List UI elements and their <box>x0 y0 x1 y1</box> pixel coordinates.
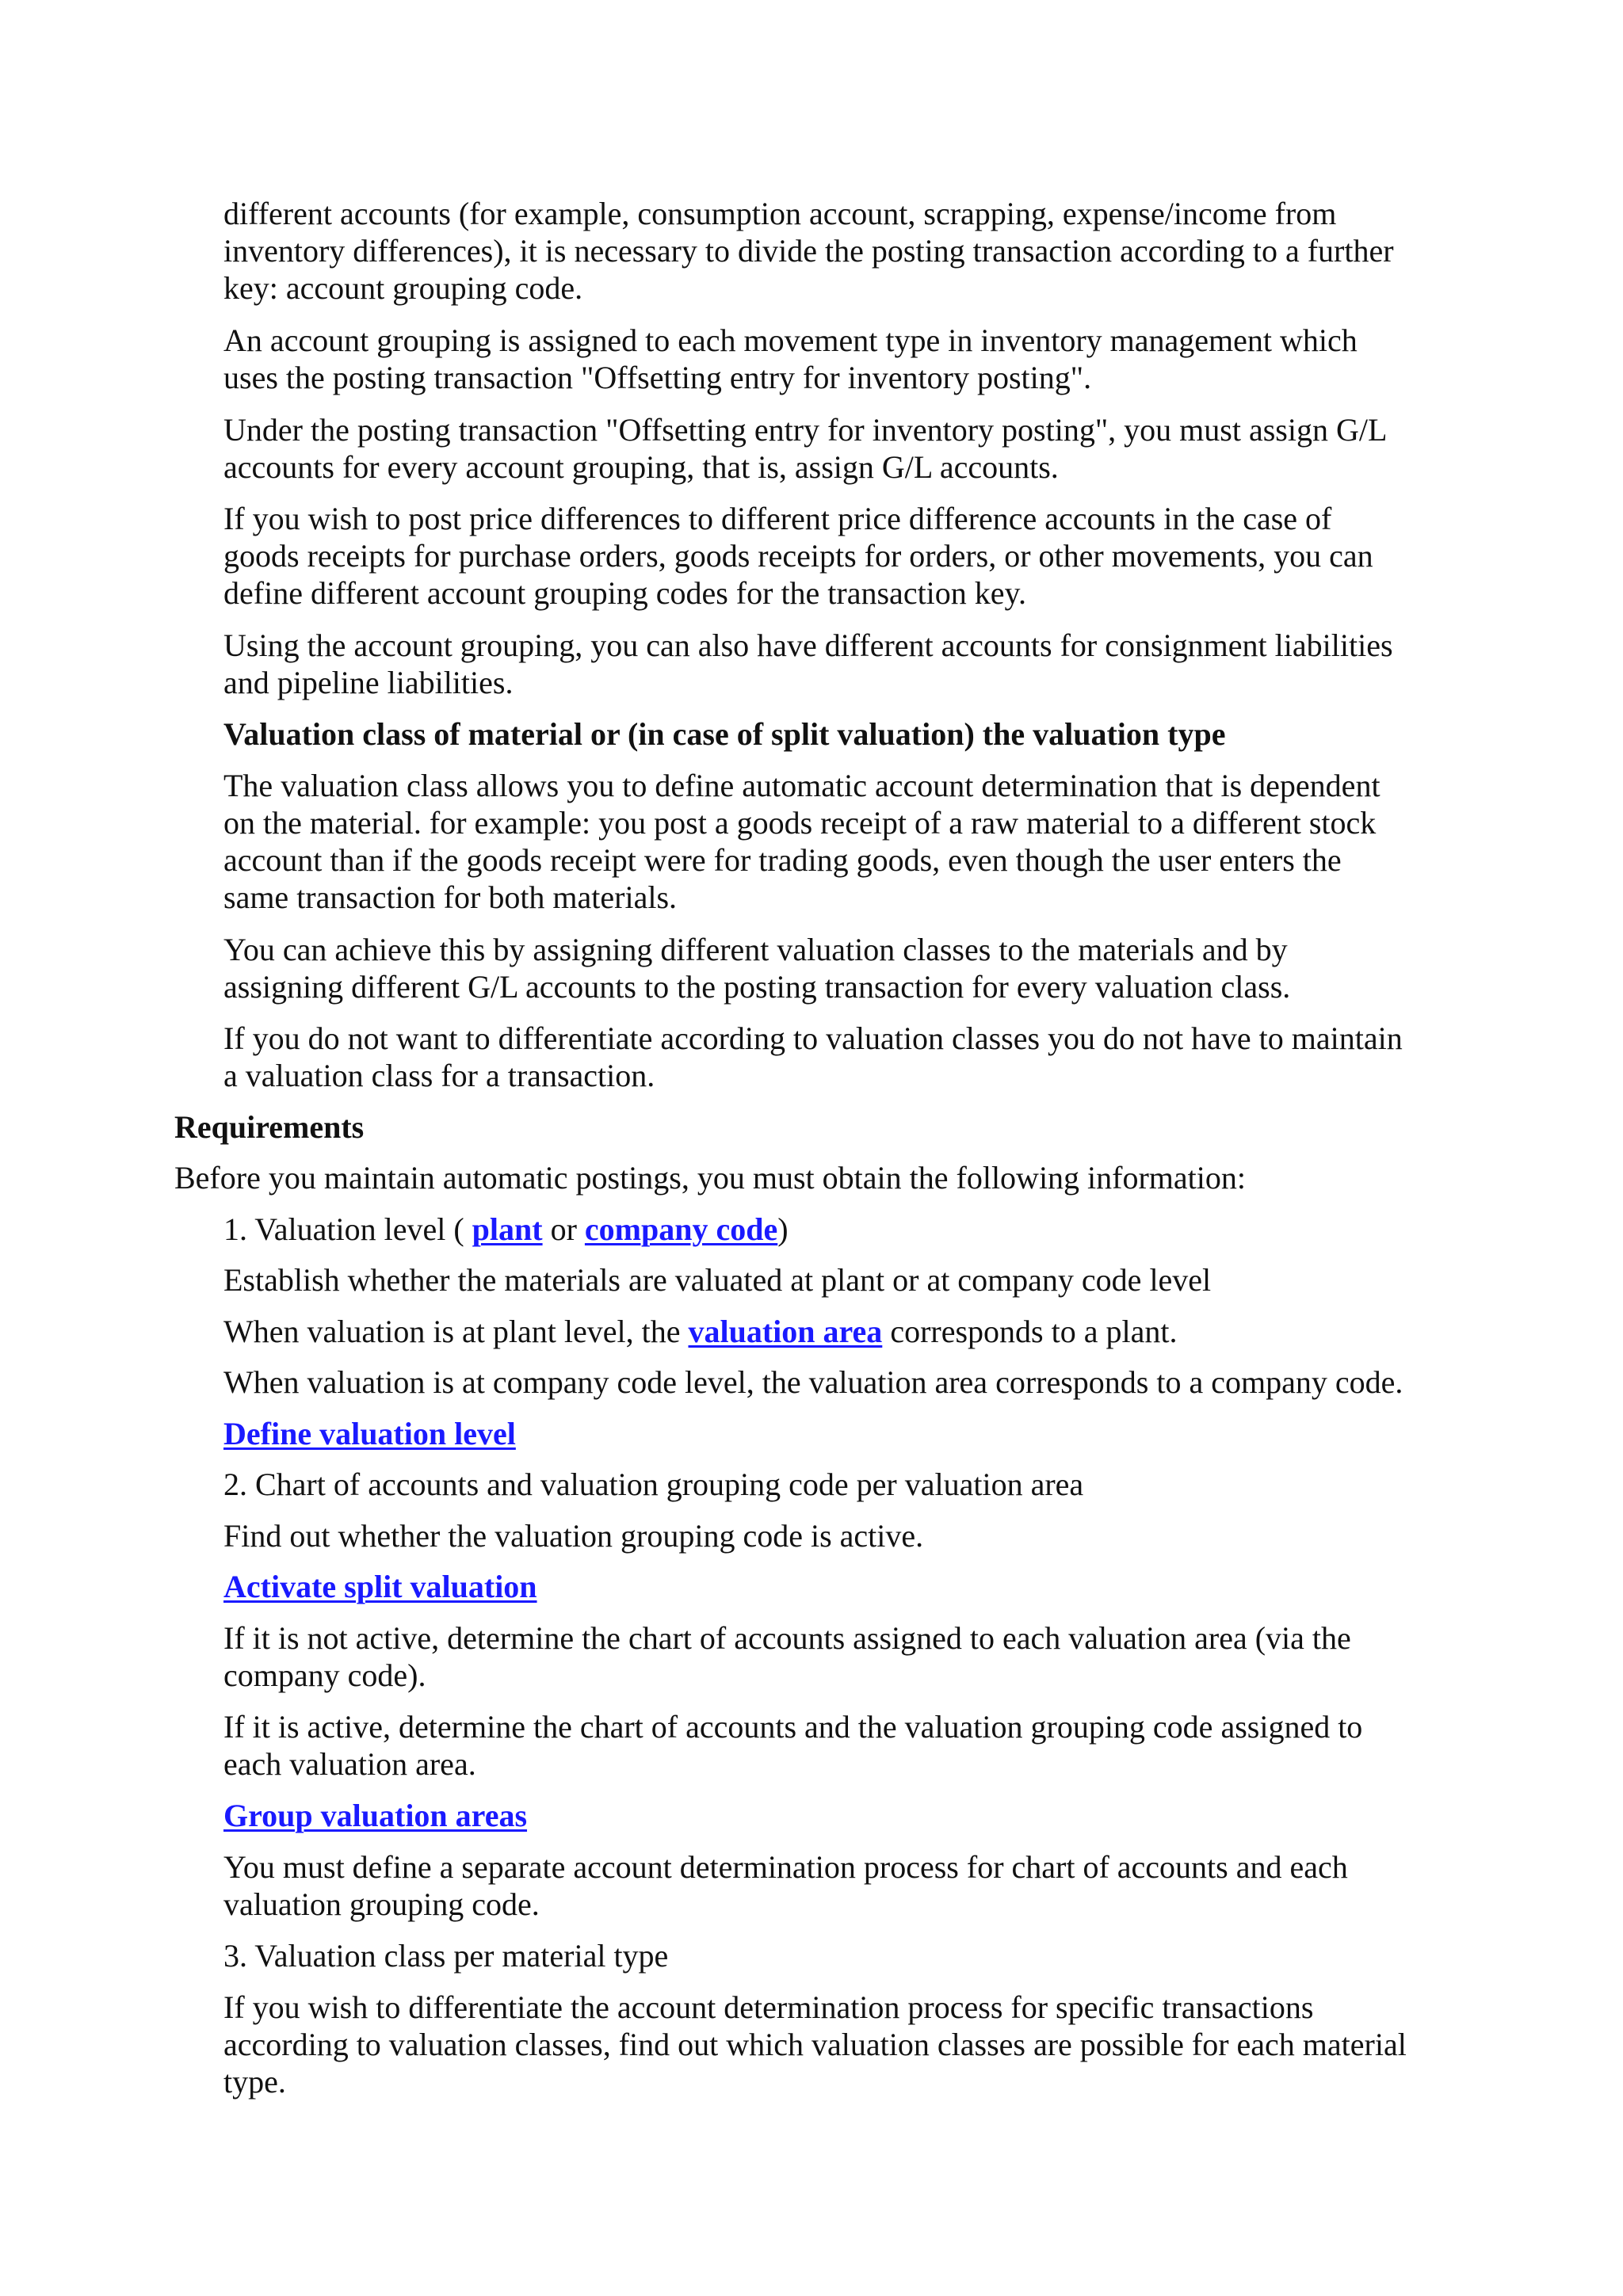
company-level-paragraph: When valuation is at company code level, the valuation area corresponds to a company code. <box>223 1364 1403 1400</box>
plant-link[interactable]: plant <box>472 1211 543 1247</box>
valuation-class-heading: Valuation class of material or (in case of split valuation) the valuation type <box>223 716 1226 752</box>
plant-level-suffix: corresponds to a plant. <box>882 1314 1178 1349</box>
define-valuation-level-paragraph <box>223 1415 516 1452</box>
text-line: define different account grouping codes for the transaction key. <box>223 575 1026 611</box>
text-line: account than if the goods receipt were for trading goods, even though the user enters the <box>223 842 1342 878</box>
text-line: If you wish to post price differences to different price difference accounts in the case of <box>223 501 1332 536</box>
account-grouping-paragraph <box>223 322 1358 396</box>
text-line: on the material. for example: you post a goods receipt of a raw material to a different stock <box>223 805 1377 841</box>
text-line: If it is active, determine the chart of accounts and the valuation grouping code assigned to <box>223 1709 1363 1745</box>
company-code-link[interactable]: company code <box>584 1211 778 1247</box>
text-line: Using the account grouping, you can also have different accounts for consignment liabilities <box>223 627 1393 663</box>
text-line: according to valuation classes, find out which valuation classes are possible for each material <box>223 2027 1407 2062</box>
plant-level-paragraph <box>223 1313 1177 1350</box>
text-line: If it is not active, determine the chart of accounts assigned to each valuation area (via the <box>223 1620 1351 1656</box>
text-line: goods receipts for purchase orders, goods receipts for orders, or other movements, you can <box>223 538 1373 574</box>
text-line: different accounts (for example, consumption account, scrapping, expense/income from <box>223 196 1337 231</box>
intro-paragraph <box>223 195 1394 307</box>
text-line: company code). <box>223 1657 426 1693</box>
text-line: type. <box>223 2064 286 2100</box>
item-2-chart-of-accounts: 2. Chart of accounts and valuation grouping code per valuation area <box>223 1466 1084 1502</box>
text-line: accounts for every account grouping, that is, assign G/L accounts. <box>223 449 1059 485</box>
item-1-mid: or <box>542 1211 585 1247</box>
valuation-area-link[interactable]: valuation area <box>688 1314 883 1349</box>
requirements-intro: Before you maintain automatic postings, you must obtain the following information: <box>174 1160 1247 1196</box>
valuation-class-paragraph <box>223 767 1381 916</box>
active-paragraph <box>223 1708 1362 1783</box>
item-1-suffix: ) <box>777 1211 789 1247</box>
establish-paragraph: Establish whether the materials are valuated at plant or at company code level <box>223 1262 1212 1298</box>
differentiate-paragraph <box>223 1989 1407 2100</box>
item-1-prefix: 1. Valuation level ( <box>223 1211 472 1247</box>
text-line: and pipeline liabilities. <box>223 665 514 700</box>
group-valuation-areas-paragraph <box>223 1797 527 1834</box>
item-1-valuation-level <box>223 1211 789 1248</box>
consignment-paragraph <box>223 627 1393 701</box>
no-differentiate-paragraph <box>223 1020 1403 1094</box>
text-line: The valuation class allows you to define automatic account determination that is dependent <box>223 768 1381 803</box>
text-line: You must define a separate account determination process for chart of accounts and each <box>223 1849 1348 1885</box>
activate-split-valuation-paragraph <box>223 1568 537 1605</box>
not-active-paragraph <box>223 1619 1351 1694</box>
item-3-valuation-class: 3. Valuation class per material type <box>223 1938 669 1974</box>
activate-split-valuation-link[interactable]: Activate split valuation <box>223 1569 537 1604</box>
plant-level-prefix: When valuation is at plant level, the <box>223 1314 689 1349</box>
achieve-paragraph <box>223 931 1290 1005</box>
text-line: same transaction for both materials. <box>223 879 678 915</box>
text-line: An account grouping is assigned to each movement type in inventory management which <box>223 322 1358 358</box>
text-line: valuation grouping code. <box>223 1886 540 1922</box>
text-line: each valuation area. <box>223 1746 476 1782</box>
price-differences-paragraph <box>223 500 1373 612</box>
text-line: a valuation class for a transaction. <box>223 1058 655 1093</box>
text-line: You can achieve this by assigning different valuation classes to the materials and by <box>223 932 1288 967</box>
text-line: assigning different G/L accounts to the posting transaction for every valuation class. <box>223 969 1291 1005</box>
find-out-paragraph: Find out whether the valuation grouping code is active. <box>223 1518 924 1554</box>
requirements-heading: Requirements <box>174 1109 365 1145</box>
text-line: Under the posting transaction "Offsetting entry for inventory posting", you must assign G/L <box>223 412 1388 448</box>
text-line: If you do not want to differentiate according to valuation classes you do not have to maintain <box>223 1020 1403 1056</box>
separate-process-paragraph <box>223 1848 1348 1923</box>
define-valuation-level-link[interactable]: Define valuation level <box>223 1416 516 1451</box>
text-line: key: account grouping code. <box>223 270 583 306</box>
text-line: inventory differences), it is necessary to divide the posting transaction according to a further <box>223 233 1394 269</box>
text-line: uses the posting transaction "Offsetting entry for inventory posting". <box>223 360 1092 395</box>
group-valuation-areas-link[interactable]: Group valuation areas <box>223 1798 528 1833</box>
text-line: If you wish to differentiate the account determination process for specific transactions <box>223 1989 1314 2025</box>
offsetting-entry-paragraph <box>223 411 1387 486</box>
